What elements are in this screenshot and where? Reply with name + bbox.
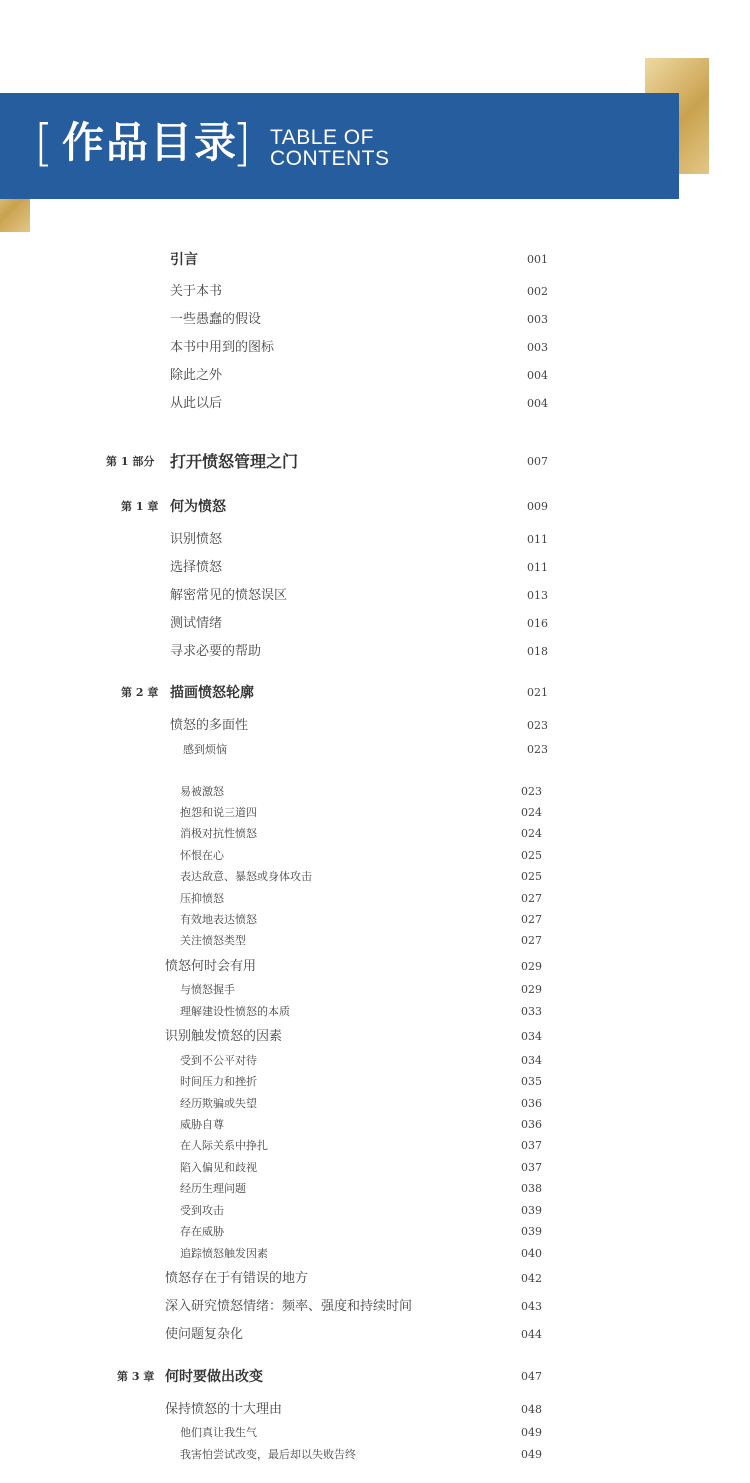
toc-entry[interactable] — [0, 530, 750, 550]
toc-entry-title: 寻求必要的帮助 — [170, 644, 262, 659]
toc-entry[interactable] — [0, 1158, 750, 1178]
toc-entry-title: 关于本书 — [170, 284, 223, 299]
toc-entry[interactable] — [0, 910, 750, 930]
toc-entry[interactable] — [0, 338, 750, 358]
toc-entry-label: 第 1 章 — [121, 500, 159, 513]
toc-entry[interactable] — [0, 740, 750, 760]
toc-entry-page: 011 — [527, 533, 548, 546]
toc-entry-title: 他们真让我生气 — [180, 1426, 257, 1439]
toc-entry-page: 049 — [521, 1448, 542, 1461]
toc-entry[interactable] — [0, 1201, 750, 1221]
toc-entry-page: 013 — [527, 589, 548, 602]
toc-entry-title: 引言 — [170, 252, 198, 268]
toc-entry-label: 第 3 章 — [117, 1370, 155, 1383]
toc-entry[interactable] — [0, 642, 750, 662]
toc-entry-title: 经历欺骗或失望 — [180, 1097, 257, 1110]
toc-entry[interactable] — [0, 1072, 750, 1092]
toc-entry[interactable] — [0, 1325, 750, 1345]
toc-entry-title: 表达敌意、暴怒或身体攻击 — [180, 870, 312, 883]
toc-entry-title: 本书中用到的图标 — [170, 340, 275, 355]
toc-entry-page: 004 — [527, 369, 548, 382]
toc-entry[interactable] — [0, 366, 750, 386]
toc-entry[interactable] — [0, 497, 750, 517]
toc-entry-page: 002 — [527, 285, 548, 298]
toc-entry[interactable] — [0, 1027, 750, 1047]
toc-entry-title: 除此之外 — [170, 368, 223, 383]
toc-entry-title: 理解建设性愤怒的本质 — [180, 1005, 290, 1018]
toc-entry-page: 042 — [521, 1272, 542, 1285]
toc-entry-title: 压抑愤怒 — [180, 892, 224, 905]
toc-entry-title: 打开愤怒管理之门 — [170, 452, 299, 471]
toc-entry-title: 测试情绪 — [170, 616, 223, 631]
toc-entry[interactable] — [0, 824, 750, 844]
toc-entry-page: 018 — [527, 645, 548, 658]
toc-entry-page: 047 — [521, 1370, 542, 1383]
toc-entry-page: 025 — [521, 870, 542, 883]
toc-entry-page: 043 — [521, 1300, 542, 1313]
toc-entry-page: 044 — [521, 1328, 542, 1341]
toc-entry-title: 与愤怒握手 — [180, 983, 235, 996]
toc-entry-page: 038 — [521, 1182, 542, 1195]
toc-entry-page: 011 — [527, 561, 548, 574]
toc-entry-page: 009 — [527, 500, 548, 513]
toc-entry[interactable] — [0, 586, 750, 606]
toc-entry-page: 016 — [527, 617, 548, 630]
toc-entry-title: 经历生理问题 — [180, 1182, 246, 1195]
toc-entry[interactable] — [0, 931, 750, 951]
toc-entry[interactable] — [0, 867, 750, 887]
toc-entry[interactable] — [0, 250, 750, 270]
toc-entry-title: 存在威胁 — [180, 1225, 224, 1238]
toc-entry[interactable] — [0, 1367, 750, 1387]
toc-entry-title: 陷入偏见和歧视 — [180, 1161, 257, 1174]
toc-entry-title: 易被激怒 — [180, 785, 224, 798]
toc-entry-page: 004 — [527, 397, 548, 410]
toc-entry-label: 第 2 章 — [121, 686, 159, 699]
toc-entry-title: 解密常见的愤怒误区 — [170, 588, 288, 603]
toc-entry-page: 003 — [527, 341, 548, 354]
toc-entry[interactable] — [0, 683, 750, 703]
toc-entry-page: 034 — [521, 1054, 542, 1067]
toc-entry[interactable] — [0, 1244, 750, 1264]
toc-entry[interactable] — [0, 1222, 750, 1242]
toc-entry-page: 039 — [521, 1225, 542, 1238]
toc-entry-page: 040 — [521, 1247, 542, 1260]
toc-entry[interactable] — [0, 889, 750, 909]
page-title: 作品目录 — [62, 118, 239, 167]
toc-entry-page: 035 — [521, 1075, 542, 1088]
toc-entry-title: 愤怒的多面性 — [170, 718, 249, 733]
toc-entry[interactable] — [0, 452, 750, 472]
toc-entry-title: 何为愤怒 — [170, 499, 226, 515]
toc-entry-title: 何时要做出改变 — [165, 1369, 263, 1385]
toc-entry[interactable] — [0, 846, 750, 866]
toc-entry-label: 第 1 部分 — [106, 455, 155, 468]
toc-entry-title: 愤怒存在于有错误的地方 — [165, 1271, 309, 1286]
toc-entry-title: 使问题复杂化 — [165, 1327, 244, 1342]
toc-entry-page: 029 — [521, 960, 542, 973]
toc-entry[interactable] — [0, 394, 750, 414]
toc-entry[interactable] — [0, 614, 750, 634]
toc-entry[interactable] — [0, 1445, 750, 1465]
toc-entry[interactable] — [0, 1094, 750, 1114]
toc-entry[interactable] — [0, 1136, 750, 1156]
toc-entry[interactable] — [0, 1400, 750, 1420]
toc-entry[interactable] — [0, 1297, 750, 1317]
toc-entry-page: 036 — [521, 1097, 542, 1110]
toc-entry-title: 从此以后 — [170, 396, 223, 411]
toc-entry-title: 愤怒何时会有用 — [165, 959, 257, 974]
toc-entry[interactable] — [0, 1179, 750, 1199]
toc-entry[interactable] — [0, 1269, 750, 1289]
toc-entry[interactable] — [0, 558, 750, 578]
toc-entry-page: 033 — [521, 1005, 542, 1018]
toc-entry-title: 有效地表达愤怒 — [180, 913, 257, 926]
toc-entry-page: 003 — [527, 313, 548, 326]
toc-entry-title: 威胁自尊 — [180, 1118, 224, 1131]
toc-entry-page: 024 — [521, 806, 542, 819]
toc-entry-title: 受到攻击 — [180, 1204, 224, 1217]
toc-entry-page: 024 — [521, 827, 542, 840]
toc-entry[interactable] — [0, 1115, 750, 1135]
toc-entry-title: 保持愤怒的十大理由 — [165, 1402, 283, 1417]
toc-entry-page: 007 — [527, 455, 548, 468]
toc-entry-page: 027 — [521, 892, 542, 905]
toc-entry-title: 感到烦恼 — [183, 743, 227, 756]
toc-entry-title: 识别愤怒 — [170, 532, 223, 547]
toc-entry[interactable] — [0, 1051, 750, 1071]
toc-entry-title: 在人际关系中挣扎 — [180, 1139, 268, 1152]
toc-entry[interactable] — [0, 980, 750, 1000]
toc-entry[interactable] — [0, 716, 750, 736]
toc-entry-page: 049 — [521, 1426, 542, 1439]
bracket-close: ] — [232, 114, 252, 172]
toc-entry-title: 追踪愤怒触发因素 — [180, 1247, 268, 1260]
toc-entry-page: 021 — [527, 686, 548, 699]
toc-entry-page: 037 — [521, 1161, 542, 1174]
toc-entry[interactable] — [0, 310, 750, 330]
toc-entry[interactable] — [0, 1423, 750, 1443]
toc-entry-title: 我害怕尝试改变，最后却以失败告终 — [180, 1448, 356, 1461]
toc-entry[interactable] — [0, 1002, 750, 1022]
toc-entry-page: 023 — [527, 743, 548, 756]
toc-entry-title: 关注愤怒类型 — [180, 934, 246, 947]
toc-entry-page: 027 — [521, 913, 542, 926]
toc-entry-page: 039 — [521, 1204, 542, 1217]
toc-entry[interactable] — [0, 282, 750, 302]
toc-entry-title: 怀恨在心 — [180, 849, 224, 862]
toc-entry-title: 消极对抗性愤怒 — [180, 827, 257, 840]
toc-entry-page: 034 — [521, 1030, 542, 1043]
toc-entry-page: 027 — [521, 934, 542, 947]
toc-entry-title: 选择愤怒 — [170, 560, 223, 575]
toc-entry-page: 048 — [521, 1403, 542, 1416]
toc-entry-page: 023 — [527, 719, 548, 732]
toc-entry[interactable] — [0, 957, 750, 977]
toc-entry-title: 识别触发愤怒的因素 — [165, 1029, 283, 1044]
toc-entry-page: 036 — [521, 1118, 542, 1131]
toc-entry-title: 深入研究愤怒情绪：频率、强度和持续时间 — [165, 1299, 413, 1314]
english-title-line-1: TABLE OF — [270, 126, 374, 149]
toc-entry-title: 描画愤怒轮廓 — [170, 685, 254, 701]
bracket-open: [ — [34, 114, 54, 172]
toc-entry-page: 001 — [527, 253, 548, 266]
english-title-line-2: CONTENTS — [270, 147, 390, 170]
toc-entry-page: 029 — [521, 983, 542, 996]
toc-entry-page: 025 — [521, 849, 542, 862]
toc-entry-title: 时间压力和挫折 — [180, 1075, 257, 1088]
toc-entry-title: 受到不公平对待 — [180, 1054, 257, 1067]
toc-entry-page: 023 — [521, 785, 542, 798]
toc-entry[interactable] — [0, 803, 750, 823]
toc-entry-title: 抱怨和说三道四 — [180, 806, 257, 819]
toc-entry-title: 一些愚蠢的假设 — [170, 312, 262, 327]
toc-entry-page: 037 — [521, 1139, 542, 1152]
toc-entry[interactable] — [0, 782, 750, 802]
